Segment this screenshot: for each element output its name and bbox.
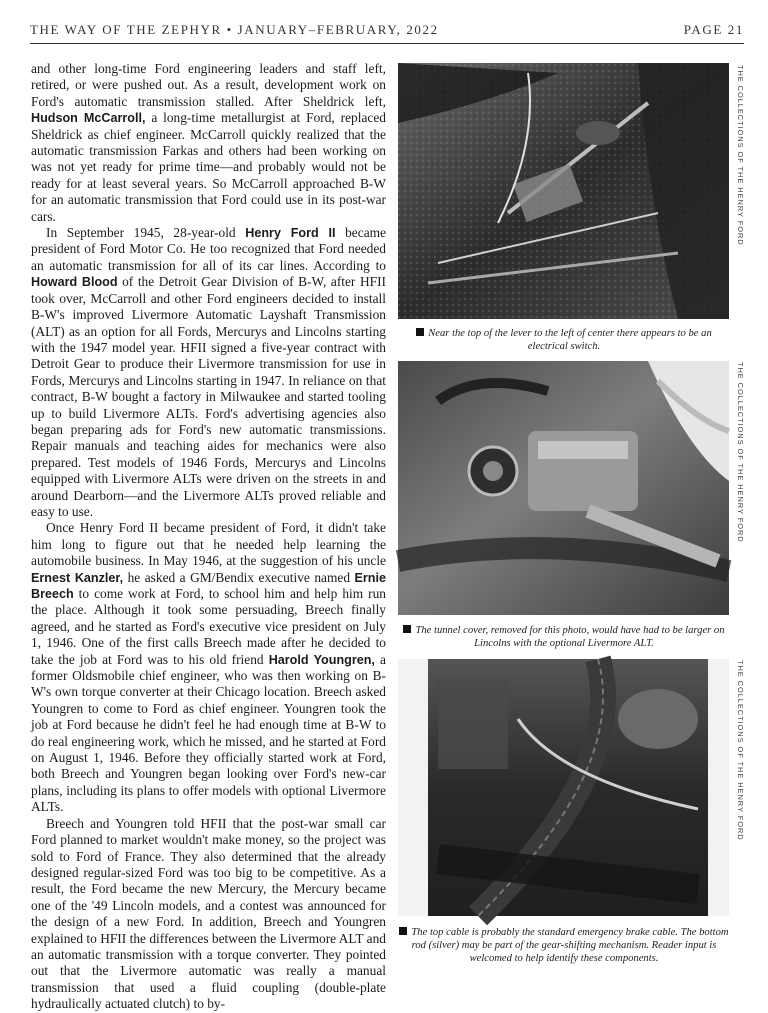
- person-name: Hudson McCarroll,: [31, 111, 146, 126]
- person-name: Harold Youngren,: [268, 652, 375, 667]
- page-number: PAGE 21: [683, 22, 744, 37]
- paragraph-4: Breech and Youngren told HFII that the post-war small car Ford planned to market wouldn't make money, so the project was sold to Ford of France. They also determined that the already designed regular-sized Ford was too big to be competitive. As a result, the Ford became the new Mercury, the Mercury became one of the '49 Lincoln models, and a contest was announced for the design of a new Ford. In addition, Breech and Youngren explained to HFII the differences between the Livermore ALT and an automatic transmission with a torque converter. They pointed out that the Livermore automatic was really a manual transmission that used a fluid coupling (double-plate hydraulically actuated clutch) to by-: [31, 815, 386, 1012]
- page-header: [30, 22, 744, 42]
- running-header: THE WAY OF THE ZEPHYR • JANUARY–FEBRUARY, 2022: [30, 22, 439, 37]
- header-rule: [30, 43, 744, 44]
- text-run: to come work at Ford, to school him and help him run the place. Although it took some persuading, Breech finally agreed, and he started as Ford's executive vice president on July 1, 1946. One of the first calls Breech made after he decided to take the job at Ford was to his old friend: [31, 586, 386, 667]
- text-run: he asked a GM/Bendix executive named: [123, 569, 355, 585]
- person-name: Henry Ford II: [245, 226, 336, 241]
- text-run: a long-time metallurgist at Ford, replaced Sheldrick as chief engineer. McCarroll quickly realized that the automatic transmission Farkas and others had been working on was not yet ready for prime time—and probably would not be ready for at least several years. So McCarroll approached B-W for an automatic transmission that Ford could use in its post-war cars.: [31, 110, 386, 224]
- photo-caption: [398, 327, 730, 353]
- photo-credit: THE COLLECTIONS OF THE HENRY FORD: [736, 362, 745, 543]
- photo-caption: [398, 624, 730, 650]
- photo-image: [398, 63, 729, 319]
- photo-credit: THE COLLECTIONS OF THE HENRY FORD: [736, 660, 745, 841]
- caption-text: The top cable is probably the standard emergency brake cable. The bottom rod (silver) may be part of the gear-shifting mechanism. Reader input is welcomed to help identify these components.: [411, 927, 729, 964]
- text-run: Once Henry Ford II became president of Ford, it didn't take him long to figure out that he needed help learning the automobile business. In May 1946, at the suggestion of his uncle: [31, 520, 386, 569]
- paragraph-2: [31, 225, 386, 520]
- caption-text: The tunnel cover, removed for this photo, would have had to be larger on Lincolns with the optional Livermore ALT.: [415, 625, 725, 649]
- photo-lever-switch: [398, 63, 729, 319]
- caption-square-icon: [403, 625, 411, 633]
- paragraph-3: [31, 520, 386, 815]
- text-run: of the Detroit Gear Division of B-W, after HFII took over, McCarroll and other Ford engineers decided to install B-W's improved Livermore Automatic Layshaft Transmission (ALT) as an option for all Fords, Mercurys and Lincolns starting with the 1947 model year. HFII signed a five-year contract with Detroit Gear to produce their Livermore transmission for use in Fords, Mercurys and Lincolns starting in 1947. In reliance on that contract, B-W bought a factory in Milwaukee and started tooling up to build Livermore ALTs. Ford's advertising agencies also began preparing ads for Ford's new automatic transmissions. Repair manuals and teaching aides for mechanics were also prepared. Test models of 1946 Fords, Mercurys and Lincolns equipped with Livermore ALTs were driven on the streets in and around Dearborn—and the Livermore ALTs proved reliable and easy to use.: [31, 274, 386, 519]
- photo-brake-cable: [398, 659, 729, 916]
- person-name: Ernie Breech: [31, 570, 386, 601]
- photo-tunnel-cover: [398, 361, 729, 615]
- text-run: In September 1945, 28-year-old: [46, 225, 246, 241]
- person-name: Howard Blood: [31, 275, 118, 290]
- paragraph-1: [31, 61, 386, 225]
- photo-image: [398, 361, 729, 615]
- text-run: became president of Ford Motor Co. He too recognized that Ford needed an automatic transmission for all of its car lines. According to: [31, 225, 386, 273]
- photo-image: [398, 659, 729, 916]
- caption-square-icon: [399, 927, 407, 935]
- caption-text: Near the top of the lever to the left of center there appears to be an electrical switch.: [428, 328, 712, 352]
- caption-square-icon: [416, 328, 424, 336]
- text-run: a former Oldsmobile chief engineer, who was then working on B-W's own torque converter at their Chicago location. Breech asked Youngren to come to Ford as chief engineer. Youngren took the job at Ford because he didn't feel he had enough time at B-W to do real engineering work, which he missed, and he started at Ford on August 1, 1946. Before they officially started work at Ford, both Breech and Youngren began looking over Ford's new-car plans, including its plans to offer models with optional Livermore ALTs.: [31, 651, 386, 815]
- article-body: [31, 61, 386, 1013]
- photo-credit: THE COLLECTIONS OF THE HENRY FORD: [736, 65, 745, 246]
- person-name: Ernest Kanzler,: [31, 570, 124, 585]
- photo-caption: [398, 926, 730, 965]
- text-run: and other long-time Ford engineering leaders and staff left, retired, or were pushed out. As a result, development work on Ford's automatic transmission stalled. After Sheldrick left,: [31, 61, 386, 109]
